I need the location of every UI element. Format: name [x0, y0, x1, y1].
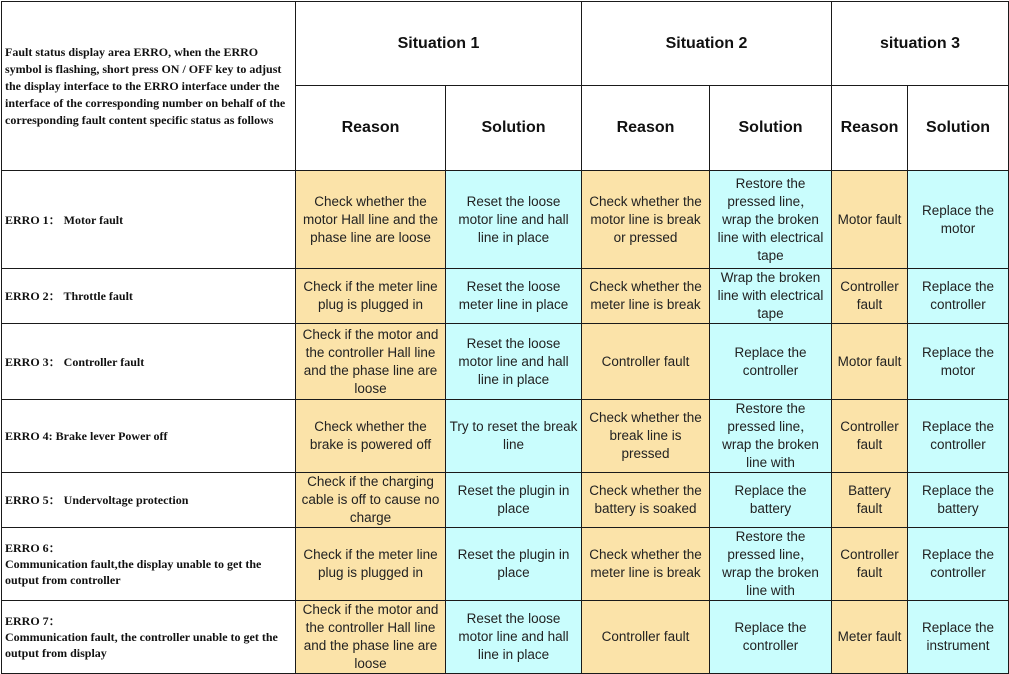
row-label-line: ERRO 5： Undervoltage protection: [5, 493, 189, 507]
reason-cell: Meter fault: [832, 601, 908, 674]
solution-cell: Restore the pressed line， wrap the broken line with electrical tape: [710, 171, 832, 269]
reason-cell: Check if the meter line plug is plugged in: [296, 269, 446, 324]
row-label-line: Communication fault, the controller unable to get the output from display: [5, 630, 278, 660]
row-label: [2, 324, 296, 400]
solution-header-1: Solution: [446, 86, 582, 171]
reason-cell: Check whether the motor Hall line and the phase line are loose: [296, 171, 446, 269]
solution-cell: Replace the controller: [908, 400, 1009, 473]
table-row-erro-5: [2, 473, 1009, 528]
intro-text: Fault status display area ERRO, when the ERRO symbol is flashing, short press ON / OFF key to adjust the display interface to the ERRO interface under the interface of the corresponding number on behalf of the corresponding fault content specific status as follows: [2, 2, 296, 171]
reason-cell: Check if the motor and the controller Hall line and the phase line are loose: [296, 324, 446, 400]
table-row-erro-4: [2, 400, 1009, 473]
reason-header-1: Reason: [296, 86, 446, 171]
table-row-erro-2: [2, 269, 1009, 324]
situation-1-header: Situation 1: [296, 2, 582, 86]
solution-cell: Restore the pressed line， wrap the broken line with: [710, 528, 832, 601]
row-label-line: ERRO 3： Controller fault: [5, 354, 145, 369]
reason-cell: Controller fault: [582, 324, 710, 400]
solution-cell: Reset the loose meter line in place: [446, 269, 582, 324]
reason-cell: Controller fault: [832, 400, 908, 473]
situation-header-row: [2, 2, 1009, 86]
reason-header-3: Reason: [832, 86, 908, 171]
solution-cell: Restore the pressed line， wrap the broken line with: [710, 400, 832, 473]
solution-header-3: Solution: [908, 86, 1009, 171]
reason-cell: Check whether the motor line is break or pressed: [582, 171, 710, 269]
row-label: [2, 528, 296, 601]
reason-header-2: Reason: [582, 86, 710, 171]
solution-cell: Replace the instrument: [908, 601, 1009, 674]
fault-table: [1, 1, 1009, 674]
table-row-erro-1: [2, 171, 1009, 269]
table-row-erro-3: [2, 324, 1009, 400]
reason-cell: Controller fault: [582, 601, 710, 674]
reason-cell: Check if the motor and the controller Hall line and the phase line are loose: [296, 601, 446, 674]
row-label-line: ERRO 4: Brake lever Power off: [5, 429, 168, 443]
reason-cell: Check whether the break line is pressed: [582, 400, 710, 473]
solution-cell: Try to reset the break line: [446, 400, 582, 473]
solution-cell: Reset the loose motor line and hall line in place: [446, 171, 582, 269]
solution-header-2: Solution: [710, 86, 832, 171]
solution-cell: Replace the motor: [908, 171, 1009, 269]
row-label: [2, 269, 296, 324]
solution-cell: Replace the controller: [908, 269, 1009, 324]
row-label: [2, 473, 296, 528]
reason-cell: Check whether the brake is powered off: [296, 400, 446, 473]
reason-cell: Check if the meter line plug is plugged in: [296, 528, 446, 601]
row-label-line: ERRO 2： Throttle fault: [5, 289, 133, 303]
reason-cell: Check whether the meter line is break: [582, 269, 710, 324]
solution-cell: Replace the controller: [710, 601, 832, 674]
row-label-line: Communication fault,the display unable to get the output from controller: [5, 557, 262, 587]
solution-cell: Reset the plugin in place: [446, 528, 582, 601]
reason-cell: Check whether the battery is soaked: [582, 473, 710, 528]
reason-cell: Controller fault: [832, 269, 908, 324]
reason-cell: Motor fault: [832, 171, 908, 269]
reason-cell: Controller fault: [832, 528, 908, 601]
row-label-line: ERRO 7：: [5, 614, 61, 628]
row-label-line: ERRO 1： Motor fault: [5, 212, 124, 227]
reason-cell: Check if the charging cable is off to cause no charge: [296, 473, 446, 528]
row-label: [2, 400, 296, 473]
solution-cell: Reset the loose motor line and hall line in place: [446, 601, 582, 674]
solution-cell: Reset the loose motor line and hall line in place: [446, 324, 582, 400]
solution-cell: Reset the plugin in place: [446, 473, 582, 528]
table-row-erro-6: [2, 528, 1009, 601]
solution-cell: Replace the controller: [908, 528, 1009, 601]
situation-3-header: situation 3: [832, 2, 1009, 86]
solution-cell: Wrap the broken line with electrical tape: [710, 269, 832, 324]
solution-cell: Replace the motor: [908, 324, 1009, 400]
reason-cell: Battery fault: [832, 473, 908, 528]
row-label-line: ERRO 6：: [5, 541, 61, 555]
reason-cell: Check whether the meter line is break: [582, 528, 710, 601]
situation-2-header: Situation 2: [582, 2, 832, 86]
solution-cell: Replace the battery: [908, 473, 1009, 528]
row-label: [2, 171, 296, 269]
reason-cell: Motor fault: [832, 324, 908, 400]
solution-cell: Replace the battery: [710, 473, 832, 528]
solution-cell: Replace the controller: [710, 324, 832, 400]
